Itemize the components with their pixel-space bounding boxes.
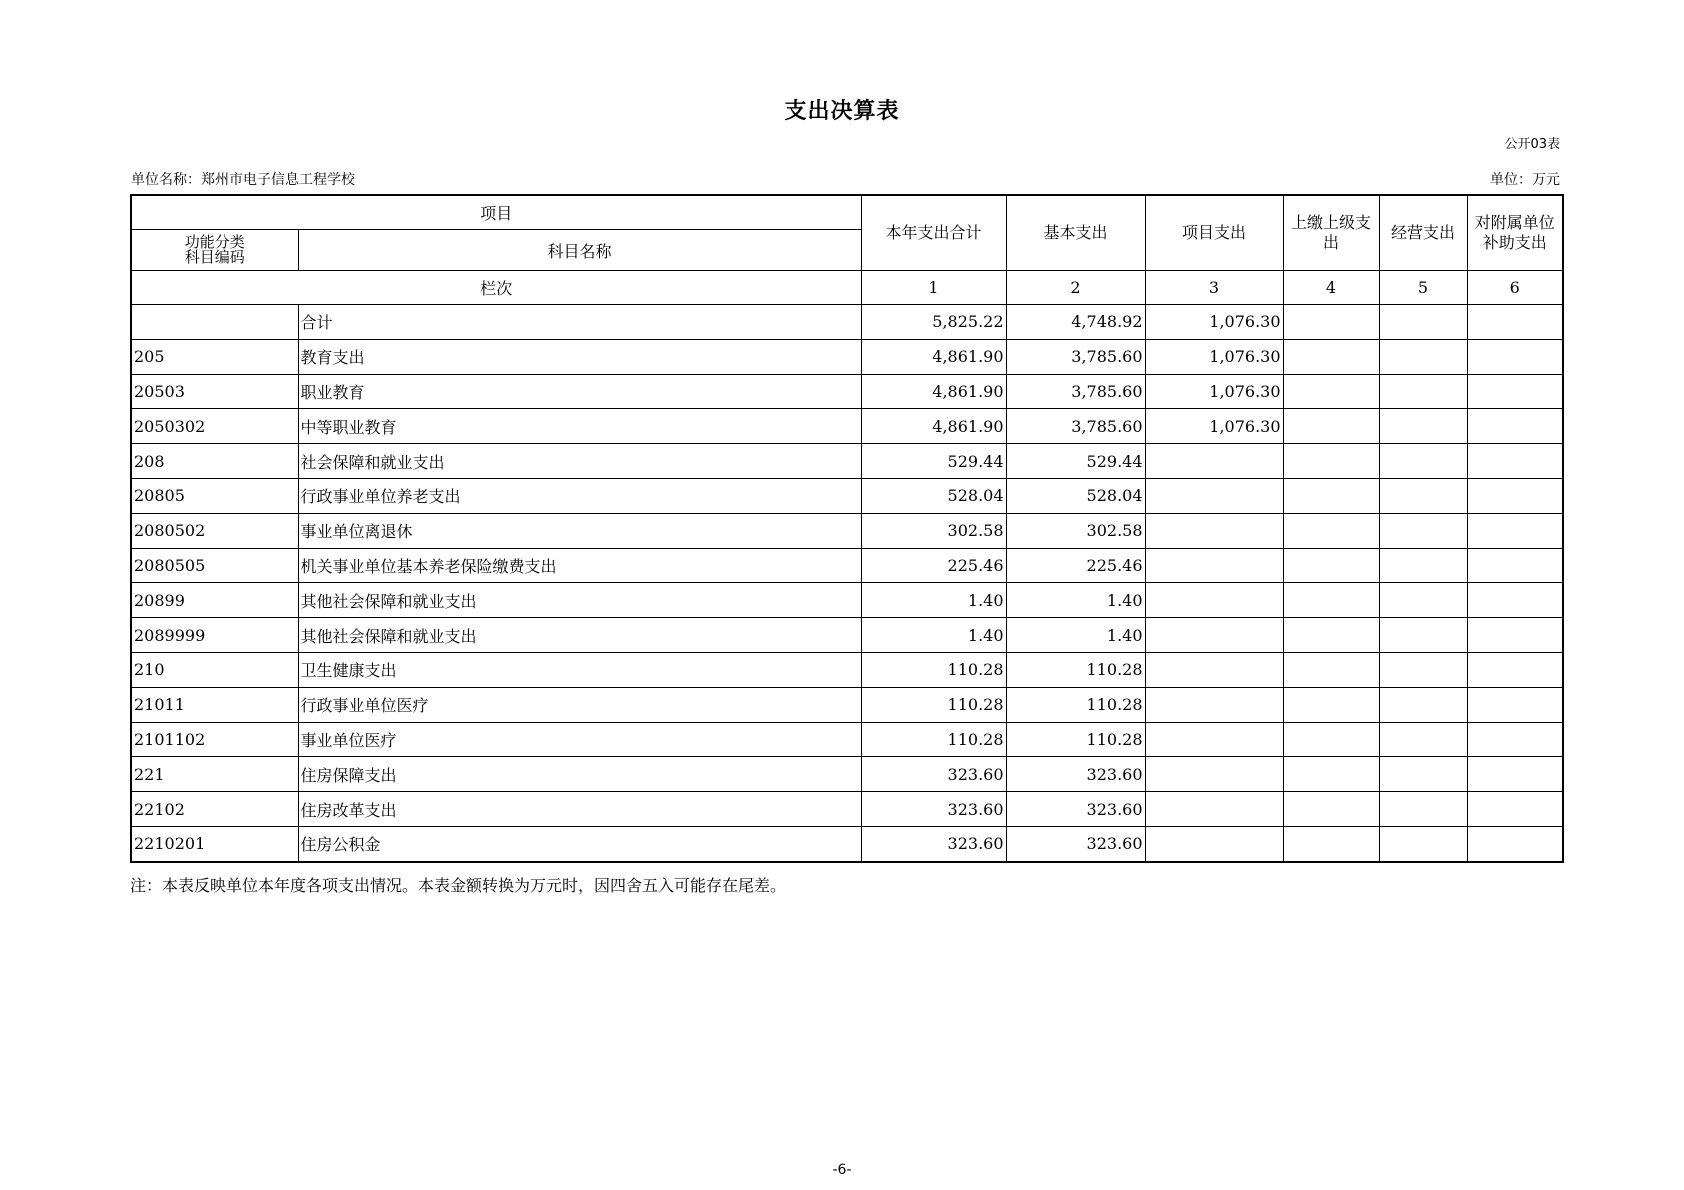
page-number: -6- [832, 1162, 852, 1178]
row-upper [1283, 444, 1379, 479]
row-name: 住房改革支出 [298, 792, 861, 827]
table-row [131, 374, 1563, 409]
header-project-exp: 项目支出 [1145, 195, 1283, 271]
row-name: 事业单位医疗 [298, 722, 861, 757]
table-row [131, 792, 1563, 827]
header-project: 项目 [131, 195, 861, 230]
header-basic: 基本支出 [1006, 195, 1145, 271]
table-row [131, 583, 1563, 618]
row-subsidy [1467, 792, 1563, 827]
row-basic: 3,785.60 [1006, 409, 1145, 444]
header-upper: 上缴上级支出 [1283, 195, 1379, 271]
table-row [131, 409, 1563, 444]
row-total: 528.04 [861, 478, 1006, 513]
row-basic: 528.04 [1006, 478, 1145, 513]
row-project [1145, 583, 1283, 618]
row-name: 中等职业教育 [298, 409, 861, 444]
row-code: 221 [131, 757, 298, 792]
row-upper [1283, 652, 1379, 687]
row-project [1145, 722, 1283, 757]
table-row [131, 722, 1563, 757]
header-lanci: 栏次 [131, 271, 861, 305]
row-business [1379, 305, 1467, 340]
row-total: 529.44 [861, 444, 1006, 479]
row-code: 2080502 [131, 513, 298, 548]
row-subsidy [1467, 722, 1563, 757]
header-subsidy: 对附属单位补助支出 [1467, 195, 1563, 271]
row-total: 4,861.90 [861, 374, 1006, 409]
row-business [1379, 478, 1467, 513]
row-business [1379, 409, 1467, 444]
row-upper [1283, 618, 1379, 653]
row-subsidy [1467, 618, 1563, 653]
row-total: 110.28 [861, 687, 1006, 722]
row-code: 208 [131, 444, 298, 479]
header-row-1 [131, 195, 1563, 230]
page-title: 支出决算表 [784, 99, 900, 124]
row-subsidy [1467, 478, 1563, 513]
row-basic: 110.28 [1006, 652, 1145, 687]
row-project [1145, 687, 1283, 722]
row-basic: 323.60 [1006, 826, 1145, 861]
row-project: 1,076.30 [1145, 409, 1283, 444]
header-business: 经营支出 [1379, 195, 1467, 271]
row-project [1145, 478, 1283, 513]
row-upper [1283, 339, 1379, 374]
row-business [1379, 444, 1467, 479]
table-row [131, 444, 1563, 479]
unit-measure: 单位：万元 [1490, 172, 1560, 188]
col-num: 1 [861, 271, 1006, 305]
row-total: 4,861.90 [861, 339, 1006, 374]
row-basic: 225.46 [1006, 548, 1145, 583]
row-project [1145, 792, 1283, 827]
row-project [1145, 826, 1283, 861]
footnote: 注：本表反映单位本年度各项支出情况。本表金额转换为万元时，因四舍五入可能存在尾差。 [130, 876, 787, 895]
col-num: 5 [1379, 271, 1467, 305]
row-name: 行政事业单位养老支出 [298, 478, 861, 513]
row-upper [1283, 722, 1379, 757]
row-code: 2080505 [131, 548, 298, 583]
row-project: 1,076.30 [1145, 339, 1283, 374]
row-subsidy [1467, 305, 1563, 340]
row-basic: 4,748.92 [1006, 305, 1145, 340]
expenditure-table [130, 194, 1564, 863]
row-name: 职业教育 [298, 374, 861, 409]
row-basic: 110.28 [1006, 722, 1145, 757]
unit-name: 单位名称：郑州市电子信息工程学校 [131, 172, 355, 188]
row-basic: 323.60 [1006, 757, 1145, 792]
row-code: 210 [131, 652, 298, 687]
row-business [1379, 652, 1467, 687]
row-upper [1283, 583, 1379, 618]
row-code: 20805 [131, 478, 298, 513]
row-business [1379, 548, 1467, 583]
row-basic: 3,785.60 [1006, 339, 1145, 374]
row-basic: 302.58 [1006, 513, 1145, 548]
header-subject-name: 科目名称 [298, 230, 861, 271]
table-row [131, 652, 1563, 687]
row-basic: 323.60 [1006, 792, 1145, 827]
header-func-code-line1: 功能分类 [184, 233, 245, 251]
row-name: 事业单位离退休 [298, 513, 861, 548]
row-subsidy [1467, 652, 1563, 687]
row-subsidy [1467, 826, 1563, 861]
row-name: 住房公积金 [298, 826, 861, 861]
row-total: 110.28 [861, 652, 1006, 687]
row-code: 21011 [131, 687, 298, 722]
row-business [1379, 687, 1467, 722]
table-row [131, 826, 1563, 861]
row-total: 1.40 [861, 618, 1006, 653]
row-upper [1283, 687, 1379, 722]
row-business [1379, 757, 1467, 792]
row-upper [1283, 792, 1379, 827]
row-subsidy [1467, 339, 1563, 374]
row-subsidy [1467, 444, 1563, 479]
row-name: 社会保障和就业支出 [298, 444, 861, 479]
row-basic: 529.44 [1006, 444, 1145, 479]
row-basic: 1.40 [1006, 618, 1145, 653]
table-row [131, 687, 1563, 722]
row-total: 4,861.90 [861, 409, 1006, 444]
row-subsidy [1467, 548, 1563, 583]
row-project [1145, 444, 1283, 479]
column-number-row [131, 271, 1563, 305]
row-total: 323.60 [861, 826, 1006, 861]
row-code: 20899 [131, 583, 298, 618]
row-upper [1283, 478, 1379, 513]
row-total: 302.58 [861, 513, 1006, 548]
row-upper [1283, 513, 1379, 548]
row-basic: 3,785.60 [1006, 374, 1145, 409]
row-business [1379, 618, 1467, 653]
row-basic: 1.40 [1006, 583, 1145, 618]
row-name: 其他社会保障和就业支出 [298, 583, 861, 618]
form-number: 公开03表 [1504, 137, 1560, 152]
row-total: 225.46 [861, 548, 1006, 583]
row-code: 205 [131, 339, 298, 374]
row-business [1379, 339, 1467, 374]
row-upper [1283, 409, 1379, 444]
row-total: 323.60 [861, 792, 1006, 827]
table-row [131, 757, 1563, 792]
row-upper [1283, 305, 1379, 340]
row-code: 2050302 [131, 409, 298, 444]
row-total: 323.60 [861, 757, 1006, 792]
table-row [131, 618, 1563, 653]
row-subsidy [1467, 374, 1563, 409]
row-business [1379, 513, 1467, 548]
row-project [1145, 652, 1283, 687]
row-name: 合计 [298, 305, 861, 340]
table-row [131, 305, 1563, 340]
row-total: 1.40 [861, 583, 1006, 618]
header-total: 本年支出合计 [861, 195, 1006, 271]
row-business [1379, 792, 1467, 827]
row-subsidy [1467, 687, 1563, 722]
col-num: 3 [1145, 271, 1283, 305]
row-code: 2210201 [131, 826, 298, 861]
row-project [1145, 548, 1283, 583]
row-name: 机关事业单位基本养老保险缴费支出 [298, 548, 861, 583]
row-upper [1283, 826, 1379, 861]
row-name: 其他社会保障和就业支出 [298, 618, 861, 653]
col-num: 6 [1467, 271, 1563, 305]
row-upper [1283, 374, 1379, 409]
row-project: 1,076.30 [1145, 305, 1283, 340]
col-num: 4 [1283, 271, 1379, 305]
row-total: 5,825.22 [861, 305, 1006, 340]
row-project: 1,076.30 [1145, 374, 1283, 409]
row-name: 行政事业单位医疗 [298, 687, 861, 722]
row-project [1145, 757, 1283, 792]
row-project [1145, 513, 1283, 548]
row-business [1379, 826, 1467, 861]
row-project [1145, 618, 1283, 653]
row-subsidy [1467, 757, 1563, 792]
row-name: 卫生健康支出 [298, 652, 861, 687]
row-subsidy [1467, 583, 1563, 618]
table-row [131, 513, 1563, 548]
row-name: 住房保障支出 [298, 757, 861, 792]
row-code [131, 305, 298, 340]
row-upper [1283, 548, 1379, 583]
row-business [1379, 374, 1467, 409]
table-row [131, 548, 1563, 583]
row-subsidy [1467, 409, 1563, 444]
row-code: 2101102 [131, 722, 298, 757]
row-total: 110.28 [861, 722, 1006, 757]
row-subsidy [1467, 513, 1563, 548]
row-upper [1283, 757, 1379, 792]
row-code: 22102 [131, 792, 298, 827]
table-row [131, 478, 1563, 513]
row-business [1379, 583, 1467, 618]
row-code: 2089999 [131, 618, 298, 653]
header-func-code-line2: 科目编码 [184, 248, 245, 266]
row-code: 20503 [131, 374, 298, 409]
table-row [131, 339, 1563, 374]
col-num: 2 [1006, 271, 1145, 305]
row-basic: 110.28 [1006, 687, 1145, 722]
header-func-code [131, 230, 298, 271]
row-name: 教育支出 [298, 339, 861, 374]
row-business [1379, 722, 1467, 757]
